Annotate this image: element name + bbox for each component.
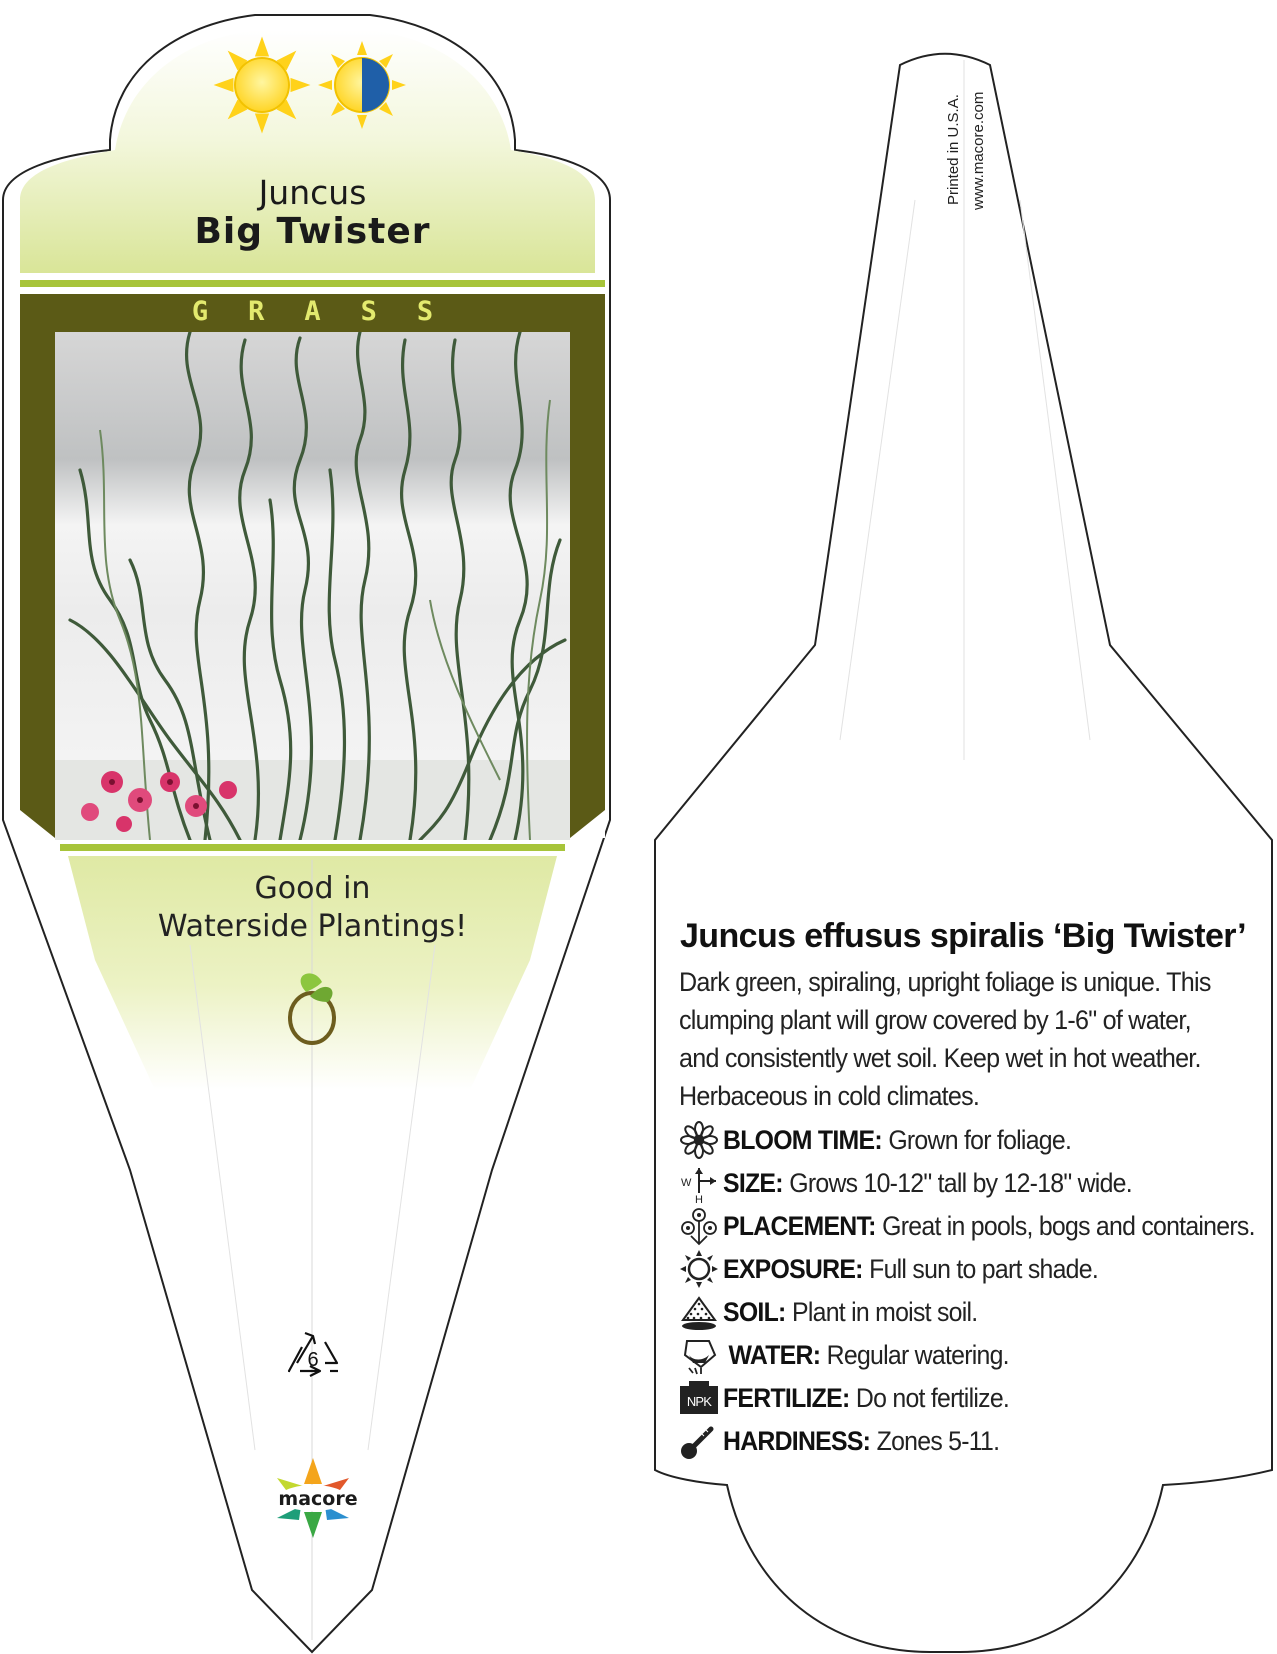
size-h-letter: H (695, 1194, 703, 1203)
category-label: GRASS (191, 296, 474, 327)
tagline-line2: Waterside Plantings! (157, 909, 468, 944)
attr-value: Regular watering. (826, 1339, 1009, 1370)
tagline (60, 870, 565, 946)
soil-icon (679, 1292, 719, 1332)
attr-label: SIZE: (723, 1167, 783, 1198)
full-sun-icon (218, 41, 306, 129)
attr-water (679, 1335, 1277, 1375)
sun-outline-icon (679, 1249, 719, 1289)
recycle-code: 6 (307, 1349, 319, 1371)
cultivar-title: Big Twister (194, 211, 431, 252)
placement-icon (679, 1206, 719, 1246)
tagline-line1: Good in (254, 871, 371, 906)
attr-label: FERTILIZE: (723, 1382, 850, 1413)
attr-exposure (679, 1249, 1277, 1289)
flower-icon (679, 1120, 719, 1160)
attr-label: PLACEMENT: (723, 1210, 876, 1241)
attr-label: BLOOM TIME: (723, 1124, 882, 1155)
brand-name: macore (278, 1488, 358, 1510)
attr-value: Grows 10-12" tall by 12-18" wide. (789, 1167, 1132, 1198)
attr-placement (679, 1206, 1277, 1246)
attr-label: EXPOSURE: (723, 1253, 863, 1284)
attr-soil (679, 1292, 1277, 1332)
attr-bloom-time (679, 1120, 1277, 1160)
attr-hardiness (679, 1421, 1277, 1461)
website-line: www.macore.com (970, 91, 987, 210)
attr-size (679, 1163, 1277, 1203)
lower-divider (60, 844, 565, 851)
npk-label: NPK (686, 1394, 712, 1409)
npk-icon (679, 1378, 719, 1418)
printed-in-line: Printed in U.S.A. (945, 94, 962, 205)
attr-fertilize (679, 1378, 1277, 1418)
watering-can-icon (679, 1335, 719, 1375)
genus-title: Juncus (258, 173, 367, 212)
part-sun-icon (318, 41, 406, 129)
attr-value: Plant in moist soil. (792, 1296, 978, 1327)
attr-value: Zones 5-11. (876, 1425, 1000, 1456)
scientific-name: Juncus effusus spiralis ‘Big Twister’ (680, 917, 1247, 955)
attr-value: Full sun to part shade. (869, 1253, 1099, 1284)
attr-value: Great in pools, bogs and containers. (882, 1210, 1255, 1241)
attr-value: Grown for foliage. (888, 1124, 1072, 1155)
plant-photo (55, 332, 570, 840)
attr-value: Do not fertilize. (855, 1382, 1010, 1413)
attr-label: SOIL: (723, 1296, 786, 1327)
header-divider (20, 280, 605, 287)
size-w-letter: W (681, 1177, 691, 1189)
plant-description: Dark green, spiraling, upright foliage is unique. This clumping plant will grow covered by 1-6" of water, and consistently wet soil. Keep wet in hot weather. Herbaceous in cold climates. (679, 967, 1211, 1111)
attr-label: WATER: (728, 1339, 821, 1370)
size-icon (679, 1163, 719, 1203)
thermometer-icon (679, 1421, 719, 1461)
attr-label: HARDINESS: (723, 1425, 871, 1456)
